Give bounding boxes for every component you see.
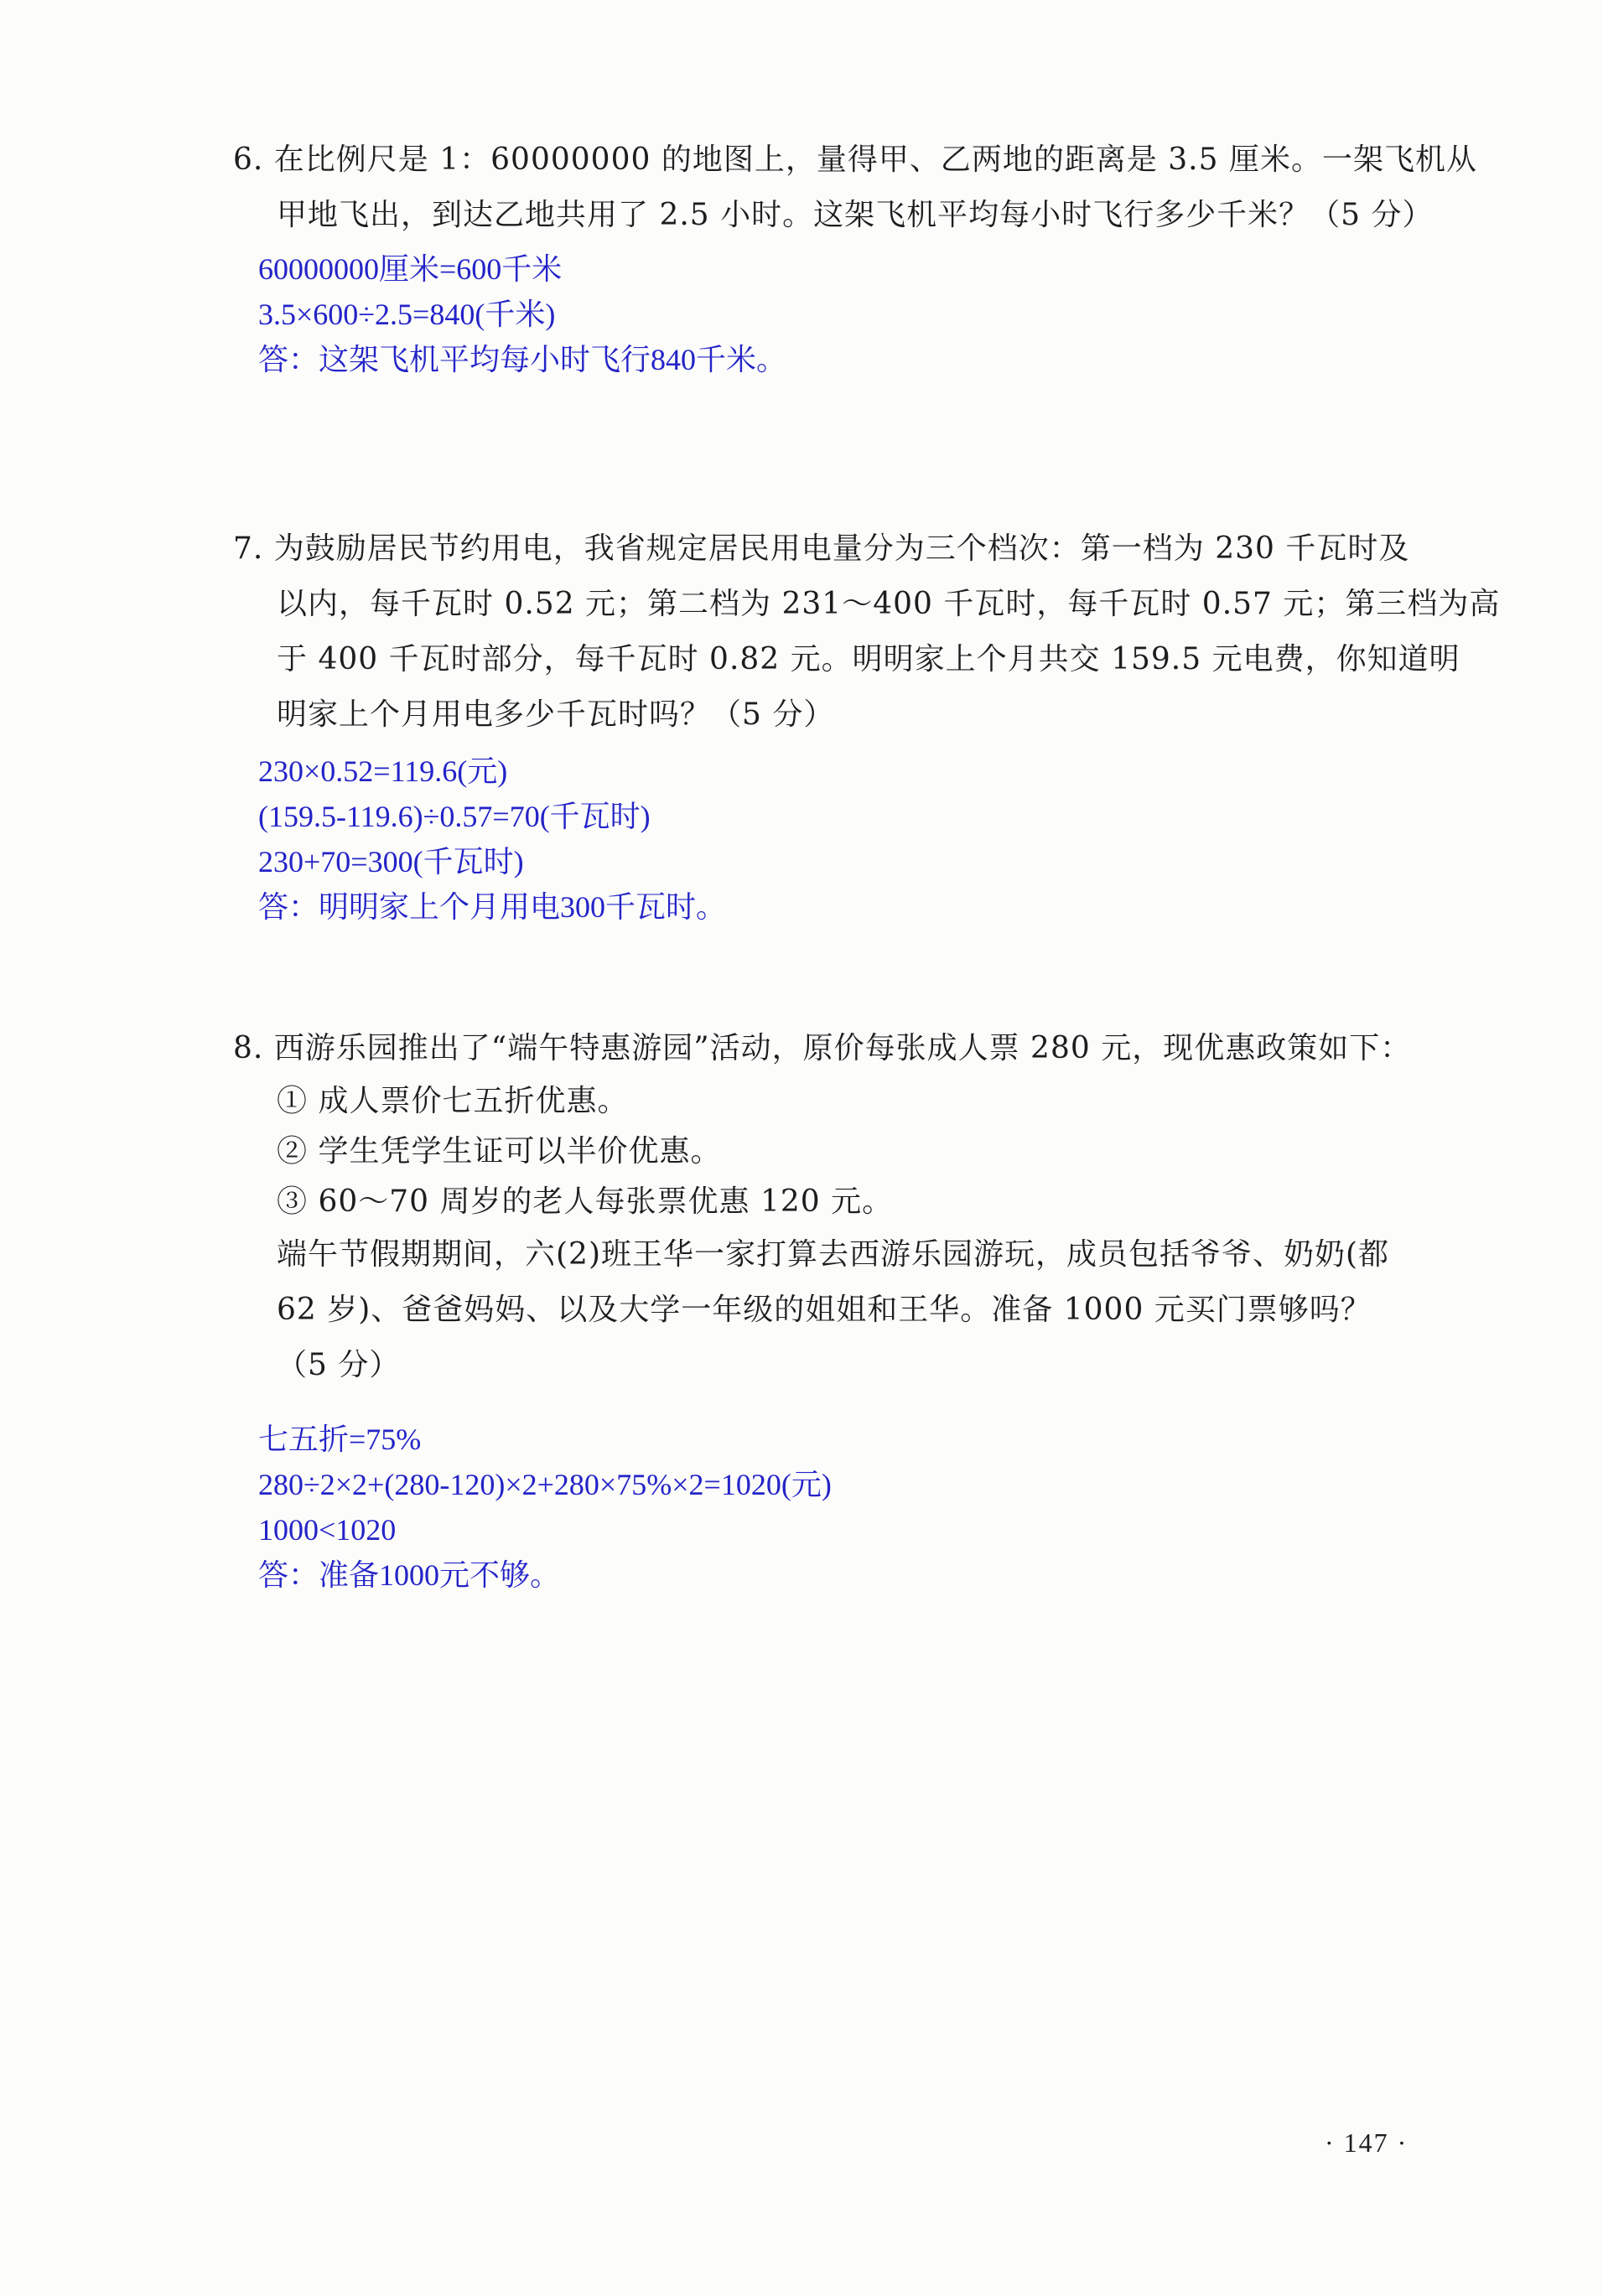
question-8-line-3: 62 岁)、爸爸妈妈、以及大学一年级的姐姐和王华。准备 1000 元买门票够吗？ <box>277 1293 1372 1327</box>
question-7-line-1: 7. 为鼓励居民节约用电，我省规定居民用电量分为三个档次：第一档为 230 千瓦时及 <box>233 531 1410 566</box>
answer-7 <box>258 749 726 930</box>
answer-6-line-3: 答：这架飞机平均每小时飞行840千米。 <box>258 343 787 376</box>
page-number: · 147 · <box>1325 2128 1408 2158</box>
answer-6-line-1: 60000000厘米=600千米 <box>258 252 563 286</box>
question-8-line-4: （5 分） <box>277 1348 401 1382</box>
question-7 <box>233 521 1501 743</box>
question-6-line-1: 6. 在比例尺是 1：60000000 的地图上，量得甲、乙两地的距离是 3.5 厘米。一架飞机从 <box>233 143 1477 177</box>
answer-8 <box>258 1417 832 1598</box>
answer-7-line-1: 230×0.52=119.6(元) <box>258 754 508 788</box>
answer-8-line-4: 答：准备1000元不够。 <box>258 1558 561 1592</box>
question-6 <box>233 132 1477 243</box>
answer-8-line-2: 280÷2×2+(280-120)×2+280×75%×2=1020(元) <box>258 1468 832 1501</box>
question-8-option-1: ① 成人票价七五折优惠。 <box>277 1084 629 1118</box>
answer-7-line-4: 答：明明家上个月用电300千瓦时。 <box>258 890 727 924</box>
question-7-line-3: 于 400 千瓦时部分，每千瓦时 0.82 元。明明家上个月共交 159.5 元电费，你知道明 <box>277 642 1460 676</box>
question-8-line-1: 8. 西游乐园推出了“端午特惠游园”活动，原价每张成人票 280 元，现优惠政策如下： <box>233 1031 1412 1065</box>
answer-7-line-2: (159.5-119.6)÷0.57=70(千瓦时) <box>258 800 651 833</box>
question-8-option-2: ② 学生凭学生证可以半价优惠。 <box>277 1134 722 1169</box>
answer-6 <box>258 246 786 382</box>
question-6-line-2: 甲地飞出，到达乙地共用了 2.5 小时。这架飞机平均每小时飞行多少千米？（5 分） <box>277 198 1434 232</box>
question-8 <box>233 1021 1466 1393</box>
answer-6-line-2: 3.5×600÷2.5=840(千米) <box>258 298 556 331</box>
answer-8-line-1: 七五折=75% <box>258 1423 422 1456</box>
question-8-line-2: 端午节假期期间，六(2)班王华一家打算去西游乐园游玩，成员包括爷爷、奶奶(都 <box>277 1237 1390 1272</box>
question-7-line-2: 以内，每千瓦时 0.52 元；第二档为 231～400 千瓦时，每千瓦时 0.57 元；第三档为高 <box>277 587 1501 621</box>
question-8-option-3: ③ 60～70 周岁的老人每张票优惠 120 元。 <box>277 1184 894 1219</box>
question-7-line-4: 明家上个月用电多少千瓦时吗？（5 分） <box>277 697 835 732</box>
answer-7-line-3: 230+70=300(千瓦时) <box>258 845 524 878</box>
answer-8-line-3: 1000<1020 <box>258 1513 397 1547</box>
